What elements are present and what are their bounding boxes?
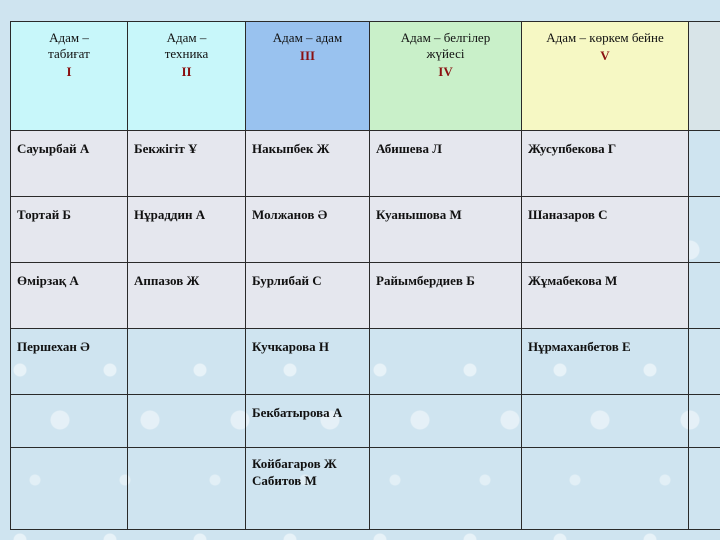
header-col-edge — [689, 22, 720, 131]
header-row — [11, 22, 720, 131]
table-cell-edge — [689, 197, 720, 263]
table-cell — [370, 395, 522, 448]
table-cell — [11, 197, 128, 263]
student-name: Сабитов М — [252, 473, 317, 488]
table-cell — [246, 263, 370, 329]
table-cell — [246, 197, 370, 263]
student-name: Молжанов Ә — [252, 207, 328, 222]
header-col-5-numeral: V — [600, 48, 610, 63]
table-row — [11, 329, 720, 395]
table-cell — [11, 395, 128, 448]
student-name: Куанышова М — [376, 207, 462, 222]
header-col-1-line-1: Адам – — [49, 30, 89, 45]
header-col-3 — [246, 22, 370, 131]
table-row — [11, 448, 720, 530]
student-table — [10, 21, 720, 530]
table-row — [11, 263, 720, 329]
table-cell — [128, 395, 246, 448]
table-cell — [128, 448, 246, 530]
header-col-4 — [370, 22, 522, 131]
header-col-3-line-1: Адам – адам — [272, 30, 343, 45]
table-cell-edge — [689, 395, 720, 448]
table-row — [11, 395, 720, 448]
table-cell — [370, 329, 522, 395]
student-name: Абишева Л — [376, 141, 442, 156]
student-name: Кучкарова Н — [252, 339, 330, 354]
table-cell — [246, 329, 370, 395]
table-cell — [370, 448, 522, 530]
header-col-2-line-1: Адам – — [166, 30, 207, 45]
student-name: Нұраддин А — [134, 207, 206, 222]
table-cell-edge — [689, 263, 720, 329]
header-col-4-numeral: IV — [438, 64, 453, 79]
table-cell — [522, 329, 689, 395]
header-col-3-numeral: III — [299, 48, 316, 63]
student-name: Жұмабекова М — [528, 273, 618, 288]
table-cell-edge — [689, 131, 720, 197]
header-col-1-numeral: I — [66, 64, 72, 79]
table-cell — [11, 448, 128, 530]
table-cell — [522, 263, 689, 329]
table-cell — [11, 131, 128, 197]
table-row — [11, 131, 720, 197]
student-name: Сауырбай А — [17, 141, 90, 156]
table-cell — [128, 329, 246, 395]
student-name: Бекбатырова А — [252, 405, 343, 420]
table-cell — [11, 263, 128, 329]
student-name: Аппазов Ж — [134, 273, 200, 288]
student-name: Райымбердиев Б — [376, 273, 475, 288]
table-cell — [370, 131, 522, 197]
header-col-4-line-2: жүйесі — [426, 46, 465, 61]
student-name: Жусупбекова Г — [528, 141, 617, 156]
header-col-1 — [11, 22, 128, 131]
header-col-1-line-2: табиғат — [48, 46, 90, 61]
header-col-5 — [522, 22, 689, 131]
student-name: Накыпбек Ж — [252, 141, 330, 156]
table-cell-edge — [689, 329, 720, 395]
student-name: Койбагаров Ж — [252, 456, 337, 471]
table-row — [11, 197, 720, 263]
student-name: Бурлибай С — [252, 273, 322, 288]
student-name: Тортай Б — [17, 207, 72, 222]
table-cell — [522, 197, 689, 263]
student-name: Бекжігіт Ұ — [134, 141, 198, 156]
table-cell — [128, 197, 246, 263]
table-cell — [246, 131, 370, 197]
table-cell — [370, 197, 522, 263]
table-cell — [246, 448, 370, 530]
table-cell — [522, 131, 689, 197]
table-cell — [522, 448, 689, 530]
table-cell — [128, 131, 246, 197]
header-col-4-line-1: Адам – белгілер — [400, 30, 491, 45]
student-name: Нұрмаханбетов Е — [528, 339, 631, 354]
table-cell — [11, 329, 128, 395]
table-cell-edge — [689, 448, 720, 530]
header-col-2 — [128, 22, 246, 131]
student-name: Өмірзақ А — [17, 273, 79, 288]
student-name: Першехан Ә — [17, 339, 90, 354]
header-col-5-line-1: Адам – көркем бейне — [546, 30, 664, 45]
header-col-2-line-2: техника — [164, 46, 209, 61]
table-cell — [128, 263, 246, 329]
table-cell — [370, 263, 522, 329]
table-cell — [246, 395, 370, 448]
header-col-2-numeral: II — [181, 64, 192, 79]
student-name: Шаназаров С — [528, 207, 608, 222]
table-cell — [522, 395, 689, 448]
